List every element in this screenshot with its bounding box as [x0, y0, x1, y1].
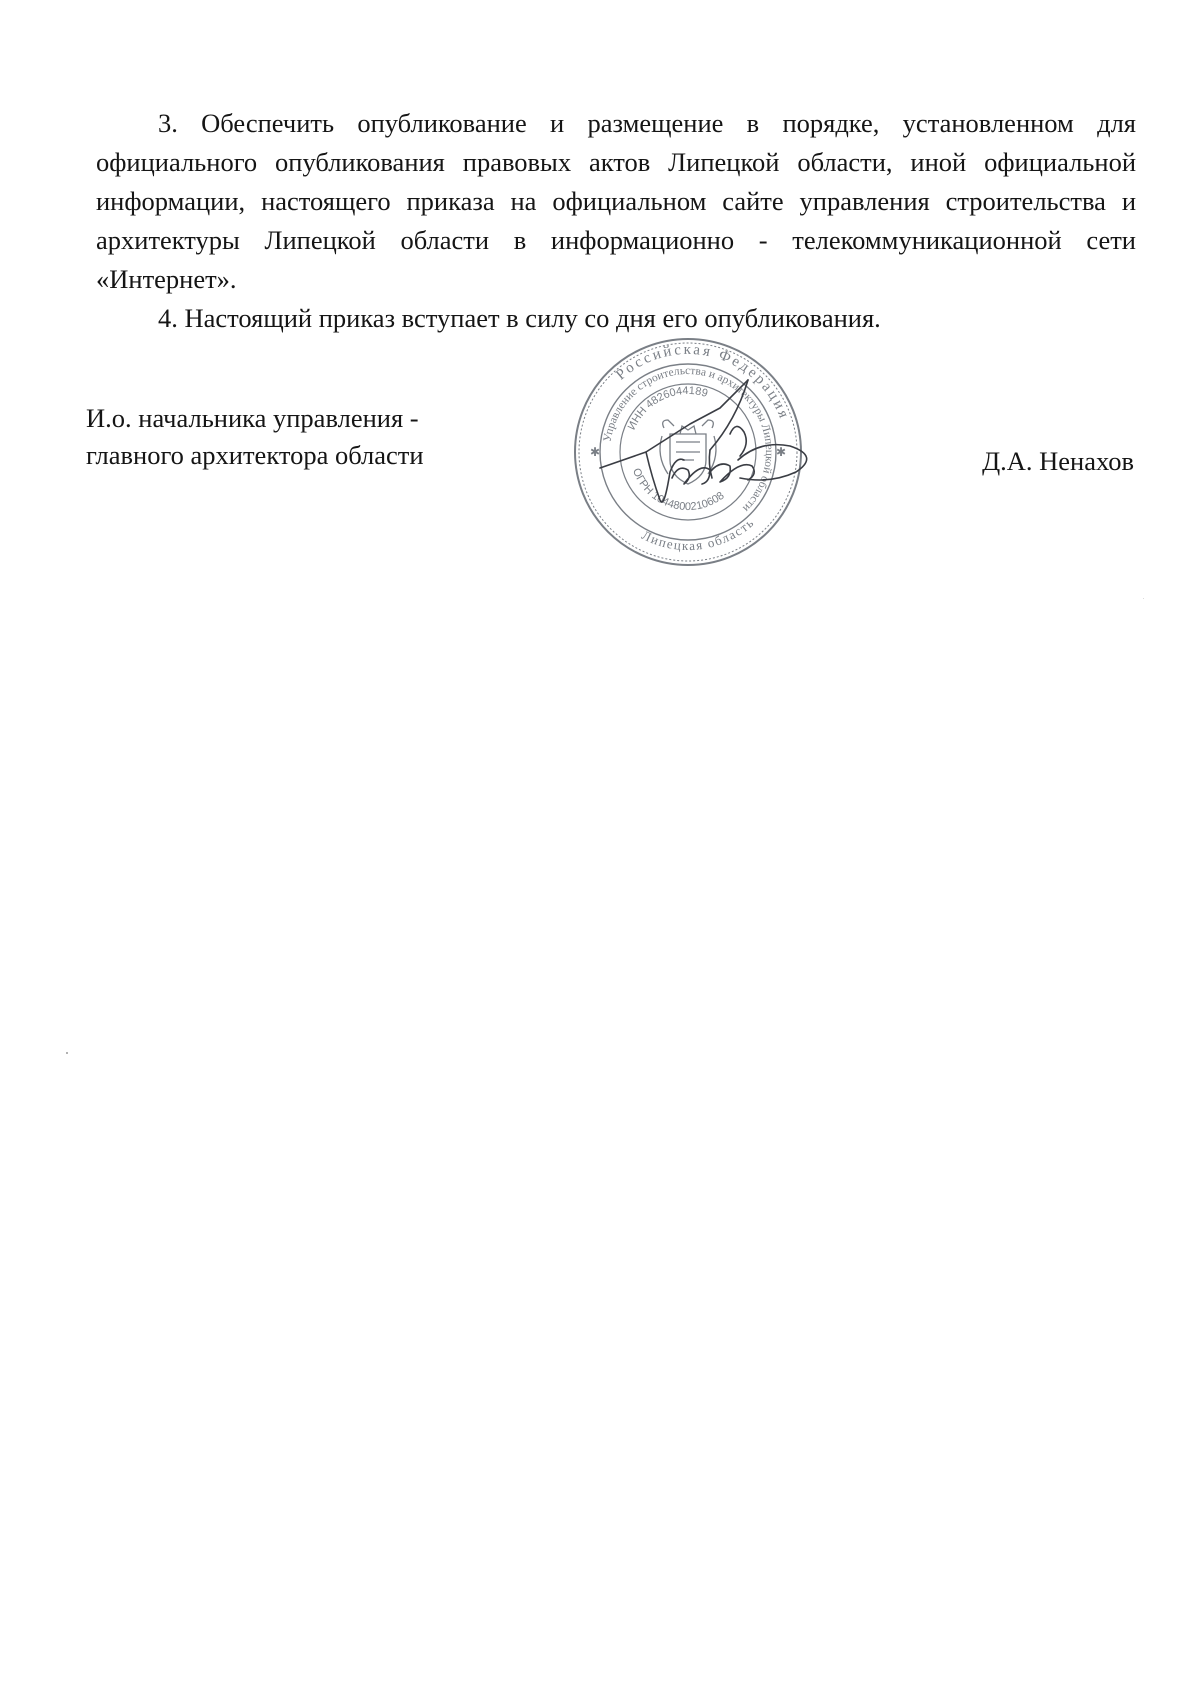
seal-star-left: ✱	[590, 445, 601, 459]
signer-name: Д.А. Ненахов	[982, 446, 1134, 476]
scan-speck	[1143, 598, 1144, 599]
seal-inn: ИНН 4826044189	[625, 384, 710, 432]
scan-speck	[66, 1052, 68, 1054]
paragraph-3: 3. Обеспечить опубликование и размещение в порядке, установленном для официального опубликования правовых актов Липецкой области, иной официальной информации, настоящего приказа на официальном сайте управления строительства и архитектуры Липецкой области в информационно - телекоммуникационной сети «Интернет».	[96, 108, 1136, 294]
document-body	[96, 104, 1136, 338]
signer-position-line-2: главного архитектора области	[86, 440, 424, 470]
seal-bottom-text: Липецкая область	[639, 514, 758, 554]
paragraph-4: 4. Настоящий приказ вступает в силу со дня его опубликования.	[158, 303, 881, 333]
seal-middle-text: Управление строительства и архитектуры Липецкой области	[601, 364, 776, 515]
seal-star-right: ✱	[776, 445, 787, 459]
seal-outer-text: Российская Федерация	[613, 341, 793, 423]
handwritten-signature	[560, 360, 830, 530]
signer-position-line-1: И.о. начальника управления -	[86, 403, 419, 433]
signer-position	[86, 400, 424, 474]
seal-ogrn: ОГРН 1044800210608	[629, 466, 727, 514]
